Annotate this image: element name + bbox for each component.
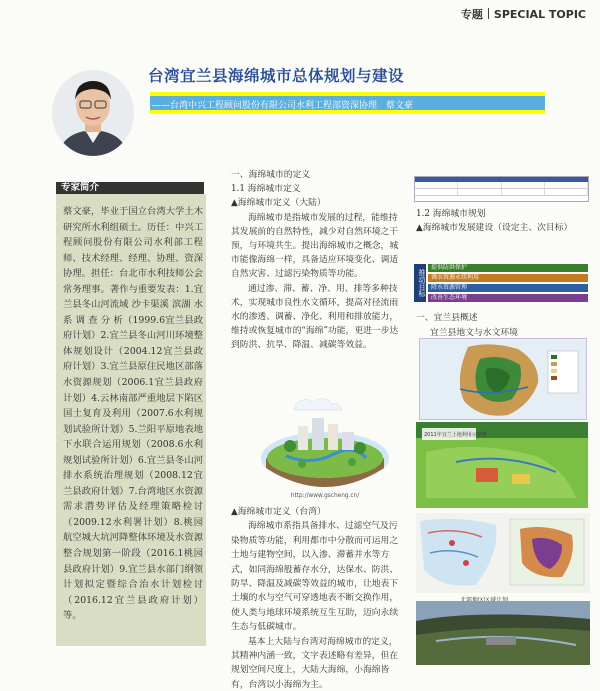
expert-bio: 蔡文豪，毕业于国立台湾大学土木研究所水利组硕士。历任：中兴工程顾问股份有限公司水利部工程师、技术经理、经理、协理、资深协理。担任：台北市水利技师公会常务理事。著作与重要发表：1.宜兰县冬山河流域 沙卡渠溪 滨湖 水系 调 查 分 析（1999.6宜兰县政府计划）2.宜兰县冬山河川环境整体规划设计（2004.12宜兰县政府计划）3.宜兰县原住民地区部落水资源规划（2006.1宜兰县政府计划）4.云林南部严重地层下陷区国土复育及利用（2007.6水利规划试验所计划）5.兰阳平原地表地下水联合运用规划（2008.6水利规划试验所计划）6.宜兰县冬山河排水系统治理规划（2008.12宜兰县政府计划）7.台湾地区水资源需求潜势评估及经理策略检讨（2009.12水利署计划）8.桃园航空城大坑河降整体环境及水资源整合规划第一阶段（2016.1桃园县政府计划）9.宜兰县水部门纲领计划拟定暨综合治水计划检讨（2016.12宜兰县政府计划）等。 xyxy=(63,206,203,622)
section-en: SPECIAL TOPIC xyxy=(493,8,586,21)
land-use-map xyxy=(416,422,588,508)
paragraph-1: 海绵城市是指城市发展的过程，能维持其发展前的自然特性，减少对自然环境之干预，与环境共生。提出海绵城市之概念，城市能像海绵一样，具备适应环境变化、调适自然灾害、过滤污染物质等功能。 xyxy=(231,212,399,280)
aerial-photo xyxy=(416,601,590,665)
goal-item: 提供防洪保护 xyxy=(428,264,588,272)
illustration-caption: http://www.gscheng.cn/ xyxy=(290,493,360,499)
paragraph-2: 通过渗、滞、蓄、净、用、排等多种技术，实现城市良性水文循环，提高对径流雨水的渗透、调蓄、净化、利用和排放能力，维持或恢复城市的“海绵”功能，更进一步达到防洪、抗旱、降温、减碳等效益。 xyxy=(231,283,399,351)
author-portrait xyxy=(52,70,134,156)
sponge-city-illustration xyxy=(256,374,394,504)
definition-taiwan-label: ▲海绵城市定义（台湾） xyxy=(231,507,326,517)
table-row xyxy=(415,189,588,196)
goals-tag: 推动目标 xyxy=(414,264,426,302)
goal-item: 改善生态环境 xyxy=(428,294,588,302)
land-use-map-label: 2011年宜兰土地利用示意图 xyxy=(424,432,487,438)
development-goals-label: ▲海绵城市发展建设（设定主、次目标） xyxy=(416,222,573,233)
yilan-environment-label: 宜兰县地文与水文环境 xyxy=(430,327,518,338)
table-row xyxy=(415,182,588,189)
section-heading-2: 一、宜兰县概述 xyxy=(416,313,478,323)
paragraph-3: 海绵城市系指具备排水、过滤空气及污染物质等功能，利用都市中分散而可运用之土地与建物空间，以入渗、滞蓄并水等方式，如同海绵般蓄存水分，达保水、防洪、防旱、降温及减碳等效益的城市，让地表下土壤的水与空气可穿透地表不断交换作用，使人类与地球环境系统互生互助，迈向永续生态与低碳城市。 xyxy=(231,521,399,633)
article-column-2 xyxy=(231,168,406,353)
subsection-heading-1-1: 1.1 海绵城市定义 xyxy=(231,184,301,195)
definition-mainland-label: ▲海绵城市定义（大陆） xyxy=(231,198,326,209)
section-header xyxy=(461,6,586,22)
yilan-terrain-map xyxy=(419,338,587,420)
article-column-3a xyxy=(416,208,594,235)
section-heading-1: 一、海绵城市的定义 xyxy=(231,170,311,180)
goal-item: 调水资源永续利用 xyxy=(428,274,588,282)
subsection-heading-1-2: 1.2 海绵城市规划 xyxy=(416,209,486,219)
article-column-3b xyxy=(416,311,594,340)
goal-item: 降水资源管理 xyxy=(428,284,588,292)
article-subtitle: ——台湾中兴工程顾问股份有限公司水利工程部资深协理 蔡文豪 xyxy=(152,101,414,111)
article-column-2b xyxy=(231,505,406,691)
paragraph-4: 基本上大陆与台湾对海绵城市的定义，其精神内涵一致，文字表述略有差异，但在规划空间尺度上，大陆大海绵，小海绵皆有，台湾以小海绵为主。 xyxy=(231,636,399,690)
sidebar-heading: 专家简介 xyxy=(56,182,204,194)
goals-diagram xyxy=(428,264,588,304)
section-cn: 专题 xyxy=(460,8,483,21)
comparison-table-thumbnail xyxy=(414,176,589,202)
regional-plan-map xyxy=(416,513,590,593)
article-title: 台湾宜兰县海绵城市总体规划与建设 xyxy=(148,66,405,85)
header-divider xyxy=(488,8,489,19)
